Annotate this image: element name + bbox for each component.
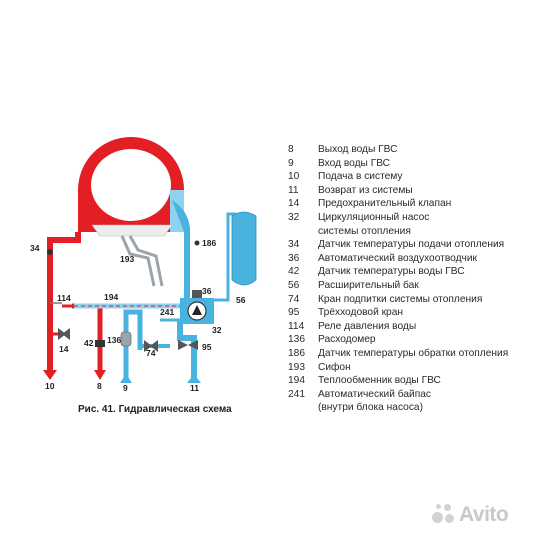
legend-text: Циркуляционный насос [318, 211, 430, 223]
legend-number: 241 [288, 388, 305, 400]
legend-item [288, 388, 538, 402]
legend-text: Теплообменник воды ГВС [318, 375, 441, 387]
callout-136: 136 [107, 335, 122, 345]
expansion-tank-56 [232, 212, 256, 285]
flowmeter-136 [121, 332, 131, 346]
callout-95: 95 [202, 342, 212, 352]
hydraulic-scheme [0, 0, 290, 400]
legend-number: 194 [288, 375, 305, 387]
legend-number: 95 [288, 307, 300, 319]
primary-heat-exchanger [78, 137, 184, 232]
legend-number: 14 [288, 198, 300, 210]
legend-number [288, 401, 318, 415]
legend-text: Кран подпитки системы отопления [318, 293, 483, 305]
legend-text: Предохранительный клапан [318, 198, 452, 210]
callout-14: 14 [59, 344, 69, 354]
legend-number: 9 [288, 157, 294, 169]
callout-32: 32 [212, 325, 222, 335]
legend-text: Датчик температуры обратки отопления [318, 347, 509, 359]
legend-item [288, 320, 538, 334]
legend-text: Реле давления воды [318, 320, 417, 332]
callout-34: 34 [30, 243, 40, 253]
arrow-out-10 [43, 370, 57, 380]
callout-114: 114 [57, 293, 71, 303]
legend-item [288, 347, 538, 361]
legend-text: системы отопления [318, 225, 411, 237]
legend-item [288, 293, 538, 307]
sensor-186 [195, 241, 200, 246]
legend-text: Выход воды ГВС [318, 144, 398, 155]
burner-chamber [92, 225, 172, 236]
callout-42: 42 [84, 338, 94, 348]
callout-186: 186 [202, 238, 217, 248]
legend-item [288, 143, 538, 157]
legend-number: 36 [288, 252, 300, 264]
callout-out-10: 10 [45, 381, 55, 391]
legend-number: 186 [288, 347, 305, 359]
legend-item [288, 279, 538, 293]
callout-in-11: 11 [190, 383, 199, 393]
legend-number: 74 [288, 293, 300, 305]
legend-item [288, 157, 538, 171]
legend-number: 136 [288, 334, 305, 346]
legend-item [288, 225, 538, 239]
legend-item [288, 401, 538, 415]
figure-caption: Рис. 41. Гидравлическая схема [78, 404, 232, 415]
legend-text: Подача в систему [318, 171, 403, 183]
legend-item [288, 306, 538, 320]
legend-text: Расходомер [318, 334, 376, 346]
callout-36: 36 [202, 286, 212, 296]
legend-number: 34 [288, 239, 300, 251]
legend-item [288, 374, 538, 388]
callout-out-8: 8 [97, 381, 102, 391]
sensor-34 [47, 249, 53, 255]
watermark [432, 503, 508, 527]
legend-number: 10 [288, 171, 300, 183]
legend-number: 42 [288, 266, 300, 278]
avito-dots-icon [432, 504, 456, 526]
legend-number: 32 [288, 211, 300, 223]
legend-item [288, 197, 538, 211]
legend-text: Сифон [318, 361, 351, 373]
legend-text: Автоматический воздухоотводчик [318, 252, 477, 264]
legend-number: 11 [288, 184, 299, 196]
legend-number [288, 225, 318, 239]
three-way-valve-95 [178, 340, 198, 350]
legend-text: Возврат из системы [318, 184, 413, 196]
callout-74: 74 [146, 348, 156, 358]
legend-item [288, 184, 538, 198]
legend-number: 56 [288, 279, 300, 291]
callout-194: 194 [104, 292, 119, 302]
legend-text: Автоматический байпас [318, 388, 431, 400]
legend-text: Трёхходовой кран [318, 307, 404, 319]
callout-193: 193 [120, 254, 135, 264]
legend-number: 114 [288, 320, 305, 332]
callout-56: 56 [236, 295, 246, 305]
arrow-in-11 [187, 374, 201, 383]
legend-item [288, 211, 538, 225]
air-vent-36 [192, 290, 202, 298]
sensor-42 [95, 340, 105, 347]
callout-in-9: 9 [123, 383, 128, 393]
legend-number: 193 [288, 361, 305, 373]
legend-text: Датчик температуры воды ГВС [318, 266, 465, 278]
arrow-in-9 [120, 374, 132, 383]
legend-item [288, 333, 538, 347]
arrow-out-8 [94, 370, 106, 380]
legend-item [288, 265, 538, 279]
legend-text: Вход воды ГВС [318, 157, 391, 169]
watermark-brand: Avito [459, 503, 509, 526]
legend-list [288, 143, 538, 415]
legend-item [288, 361, 538, 375]
legend-item [288, 170, 538, 184]
legend-item [288, 238, 538, 252]
legend-number: 8 [288, 144, 294, 155]
legend-text: Датчик температуры подачи отопления [318, 239, 505, 251]
return-pipe [180, 320, 194, 380]
legend-text: Расширительный бак [318, 279, 419, 291]
legend-item [288, 252, 538, 266]
legend-text: (внутри блока насоса) [318, 402, 423, 414]
callout-241: 241 [160, 307, 175, 317]
